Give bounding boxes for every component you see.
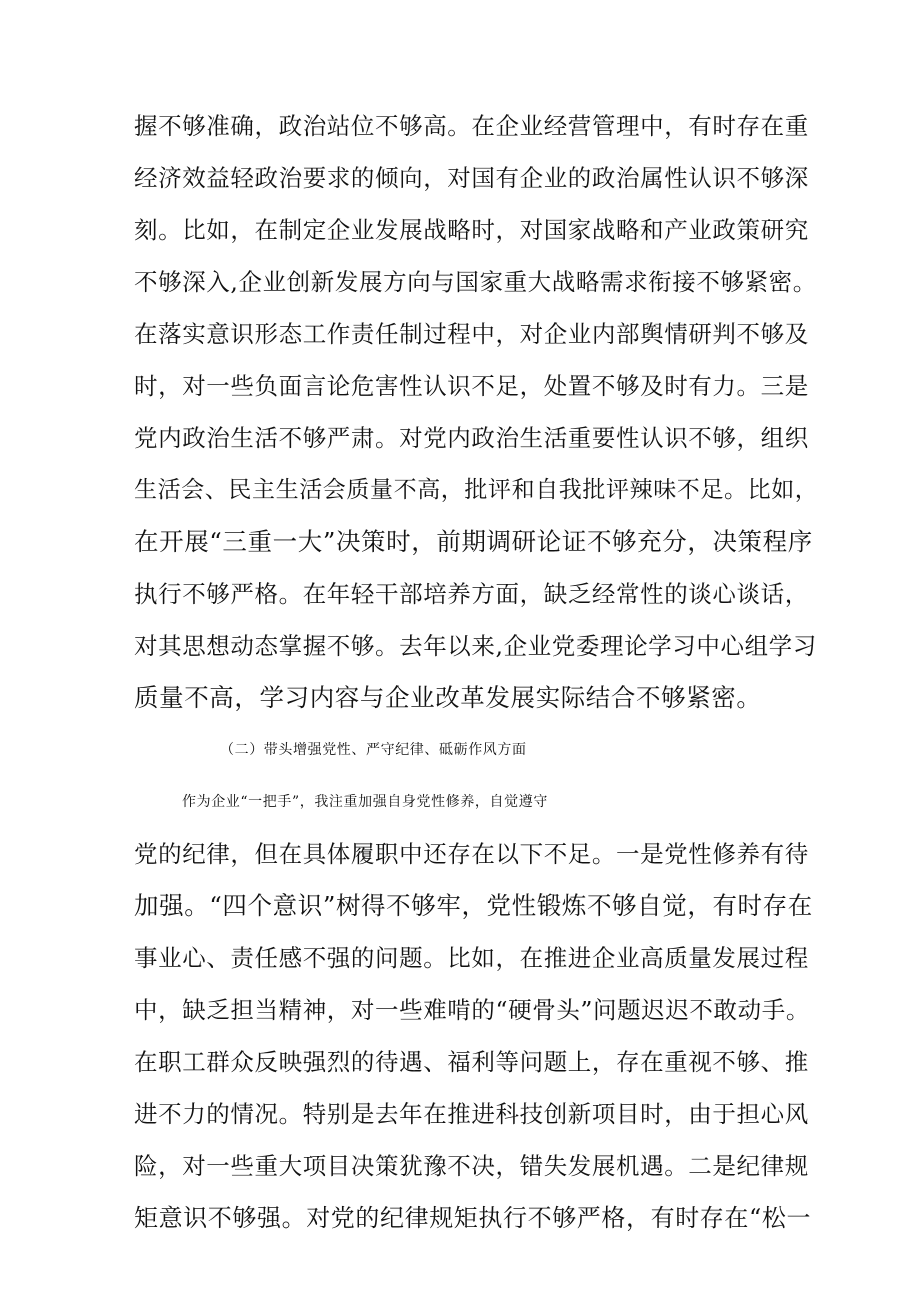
body-text-line: 对其思想动态掌握不够。去年以来,企业党委理论学习中心组学习 <box>134 632 817 660</box>
body-text-line: 不够深入,企业创新发展方向与国家重大战略需求衔接不够紧密。 <box>134 268 817 296</box>
paragraph-first-line: 作为企业“一把手”，我注重加强自身党性修养，自觉遵守 <box>182 794 548 810</box>
body-text-line: 事业心、责任感不强的问题。比如，在推进企业高质量发展过程 <box>134 944 809 972</box>
body-text-line: 矩意识不够强。对党的纪律规矩执行不够严格，有时存在“松一 <box>134 1204 812 1232</box>
body-text-line: 加强。“四个意识”树得不够牢，党性锻炼不够自觉，有时存在 <box>134 891 813 920</box>
body-text-line: 党的纪律，但在具体履职中还存在以下不足。一是党性修养有待 <box>134 840 809 868</box>
body-text-line: 握不够准确，政治站位不够高。在企业经营管理中，有时存在重 <box>134 112 809 140</box>
body-text-line: 刻。比如，在制定企业发展战略时，对国家战略和产业政策研究 <box>134 216 809 244</box>
body-text-line: 险，对一些重大项目决策犹豫不决，错失发展机遇。二是纪律规 <box>134 1152 809 1180</box>
body-text-line: 时，对一些负面言论危害性认识不足，处置不够及时有力。三是 <box>134 372 809 400</box>
body-text-line: 中，缺乏担当精神，对一些难啃的“硬骨头”问题迟迟不敢动手。 <box>134 996 810 1024</box>
body-text-line: 质量不高，学习内容与企业改革发展实际结合不够紧密。 <box>134 683 762 712</box>
body-text-line: 在开展“三重一大”决策时，前期调研论证不够充分，决策程序 <box>134 527 813 556</box>
body-text-line: 在职工群众反映强烈的待遇、福利等问题上，存在重视不够、推 <box>134 1048 809 1076</box>
body-text-line: 生活会、民主生活会质量不高，批评和自我批评辣味不足。比如， <box>134 477 819 503</box>
body-text-line: 党内政治生活不够严肃。对党内政治生活重要性认识不够，组织 <box>134 424 809 452</box>
body-text-line: 在落实意识形态工作责任制过程中，对企业内部舆情研判不够及 <box>134 320 809 348</box>
body-text-line: 执行不够严格。在年轻干部培养方面，缺乏经常性的谈心谈话， <box>134 580 809 608</box>
body-text-line: 进不力的情况。特别是去年在推进科技创新项目时，由于担心风 <box>134 1100 809 1128</box>
section-heading: （二）带头增强党性、严守纪律、砥砺作风方面 <box>220 742 527 758</box>
body-text-line: 经济效益轻政治要求的倾向，对国有企业的政治属性认识不够深 <box>134 164 809 192</box>
